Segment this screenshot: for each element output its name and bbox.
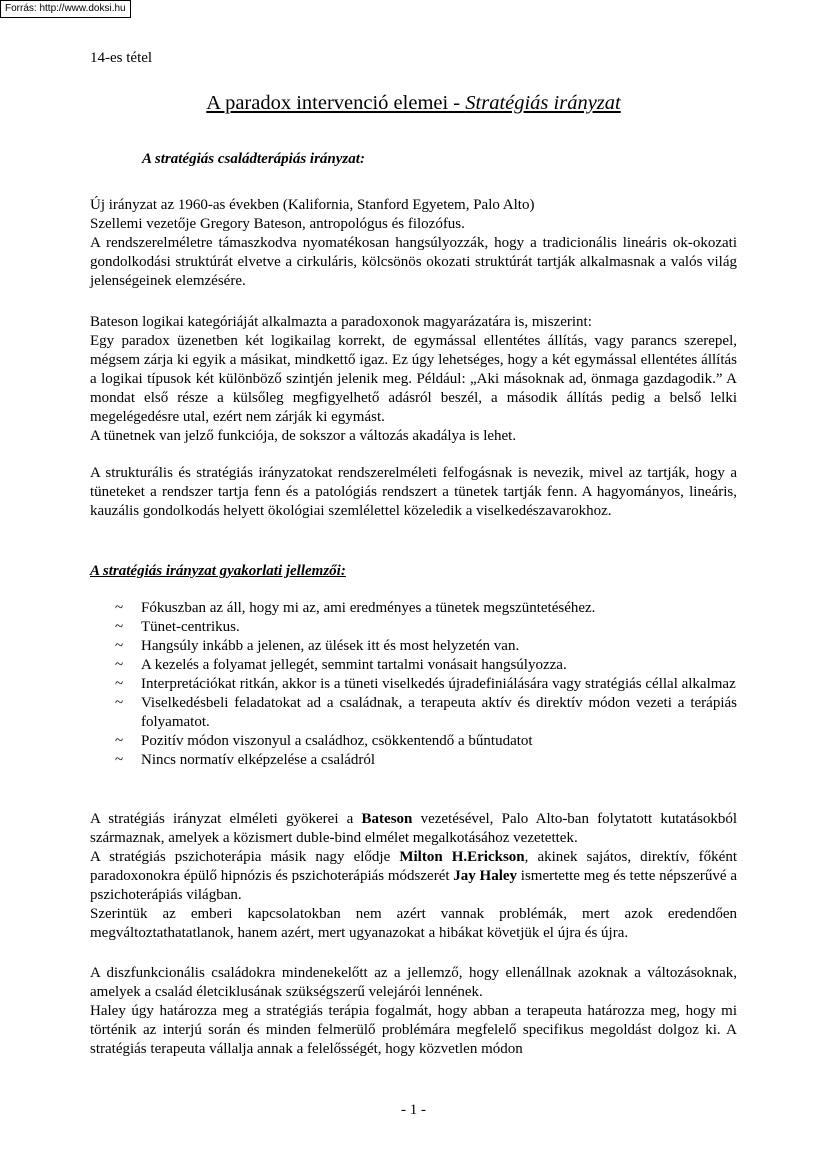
tilde-bullet-icon: ~ [115,619,124,635]
list-item-text: Fókuszban az áll, hogy mi az, ami eredményes a tünetek megszüntetéséhez. [141,600,596,616]
list-item [90,694,737,732]
list-item [90,732,737,751]
tilde-bullet-icon: ~ [115,676,124,692]
tilde-bullet-icon: ~ [115,752,124,768]
title-italic: Stratégiás irányzat [465,92,621,114]
paradox-paragraph-block [90,313,737,446]
text-run: A stratégiás pszichoterápia másik nagy elődje [90,849,400,865]
list-item [90,637,737,656]
paragraph: A strukturális és stratégiás irányzatokat rendszerelméleti felfogásnak is nevezik, mivel az tartják, hogy a tüneteket a rendszer tartja fenn és a patológiás rendszert a tünetek tartják fenn. A hagyományos, lineáris, kauzális gondolkodás helyett ökológiai szemlélettel közeledik a viselkedészavarokhoz. [90,465,737,519]
list-item [90,751,737,770]
source-label: Forrás: http://www.doksi.hu [0,0,131,18]
list-item-text: Hangsúly inkább a jelenen, az ülések itt és most helyzetén van. [141,638,520,654]
features-list [90,599,737,770]
paragraph: Szellemi vezetője Gregory Bateson, antropológus és filozófus. [90,216,465,232]
dysfunctional-paragraph-block [90,964,737,1059]
paragraph: Szerintük az emberi kapcsolatokban nem azért vannak problémák, mert azok eredendően megváltoztathatatlanok, hanem azért, mert ugyanazokat a hibákat követjük el újra és újra. [90,906,737,941]
section-heading-strategic-family-therapy: A stratégiás családterápiás irányzat: [142,151,365,167]
section-heading-practical-features: A stratégiás irányzat gyakorlati jellemzői: [90,563,346,579]
paragraph: A diszfunkcionális családokra mindenekelőtt az a jellemző, hogy ellenállnak azoknak a változásoknak, amelyek a család életciklusának szükségszerű velejárói lennének. [90,965,737,1000]
paragraph: Haley úgy határozza meg a stratégiás terápia fogalmát, hogy abban a terapeuta határozza meg, hogy mi történik az interjú során és minden felmerülő problémára megfelelő specifikus megoldást dolgoz ki. A stratégiás terapeuta vállalja annak a felelősségét, hogy közvetlen módon [90,1003,737,1057]
tilde-bullet-icon: ~ [115,657,124,673]
paragraph: A rendszerelméletre támaszkodva nyomatékosan hangsúlyozzák, hogy a tradicionális lineáris ok-okozati gondolkodási struktúrát elvetve a cirkuláris, kölcsönös okozati struktúrát tartják alkalmasnak a valós világ jelenségeinek elemzésére. [90,235,737,289]
paragraph: Új irányzat az 1960-as években (Kalifornia, Stanford Egyetem, Palo Alto) [90,197,535,213]
paragraph [90,810,737,848]
topic-number: 14-es tétel [90,50,153,66]
list-item-text: Pozitív módon viszonyul a családhoz, csökkentendő a bűntudatot [141,733,533,749]
list-item-text: Nincs normatív elképzelése a családról [141,752,376,768]
paragraph: A tünetnek van jelző funkciója, de sokszor a változás akadálya is lehet. [90,428,517,444]
tilde-bullet-icon: ~ [115,600,124,616]
tilde-bullet-icon: ~ [115,695,124,711]
list-item-text: Viselkedésbeli feladatokat ad a családnak, a terapeuta aktív és direktív módon vezeti a terápiás folyamatot. [141,695,737,730]
text-run: , akinek sajátos, direktív, főként paradoxonokra épülő hipnózis és pszichoterápiás módszerét [90,849,737,884]
list-item-text: Tünet-centrikus. [141,619,240,635]
list-item [90,656,737,675]
list-item-text: Interpretációkat ritkán, akkor is a tüneti viselkedés újradefiniálására vagy stratégiás céllal alkalmaz [141,676,736,692]
page-number: - 1 - [401,1102,426,1118]
structural-paragraph-block [90,464,737,521]
intro-paragraph-block [90,196,737,291]
text-run: ismertette meg és tette népszerűvé a pszichoterápiás világban. [90,868,738,903]
bold-name-erickson: Milton H.Erickson [399,849,525,865]
text-run: vezetésével, Palo Alto-ban folytatott kutatásokból származnak, amelyek a közismert duble-bind elmélet megalkotásához vezetettek. [90,811,737,846]
paragraph: Egy paradox üzenetben két logikailag korrekt, de egymással ellentétes állítás, vagy parancs szerepel, mégsem zárja ki egyik a másikat, mindkettő igaz. Ez úgy lehetséges, hogy a két egymással ellentétes állítás a logikai típusok két különböző szintjén jelenik meg. Például: „Aki másoknak ad, önmaga gazdagodik.” A mondat első része a külsőleg megfigyelhető adásról beszél, a második állítás pedig a belső lelki megelégedésre utal, ezért nem zárják ki egymást. [90,333,737,425]
list-item [90,599,737,618]
list-item-text: A kezelés a folyamat jellegét, semmint tartalmi vonásait hangsúlyozza. [141,657,567,673]
document-title [90,92,737,115]
list-item [90,618,737,637]
paragraph [90,848,737,905]
list-item [90,675,737,694]
bold-name-haley: Jay Haley [453,868,518,884]
title-main: A paradox intervenció elemei - [206,92,466,114]
tilde-bullet-icon: ~ [115,638,124,654]
text-run: A stratégiás irányzat elméleti gyökerei a [90,811,362,827]
paragraph: Bateson logikai kategóriáját alkalmazta a paradoxonok magyarázatára is, miszerint: [90,314,592,330]
tilde-bullet-icon: ~ [115,733,124,749]
bold-name-bateson: Bateson [361,811,413,827]
roots-paragraph-block [90,810,737,943]
